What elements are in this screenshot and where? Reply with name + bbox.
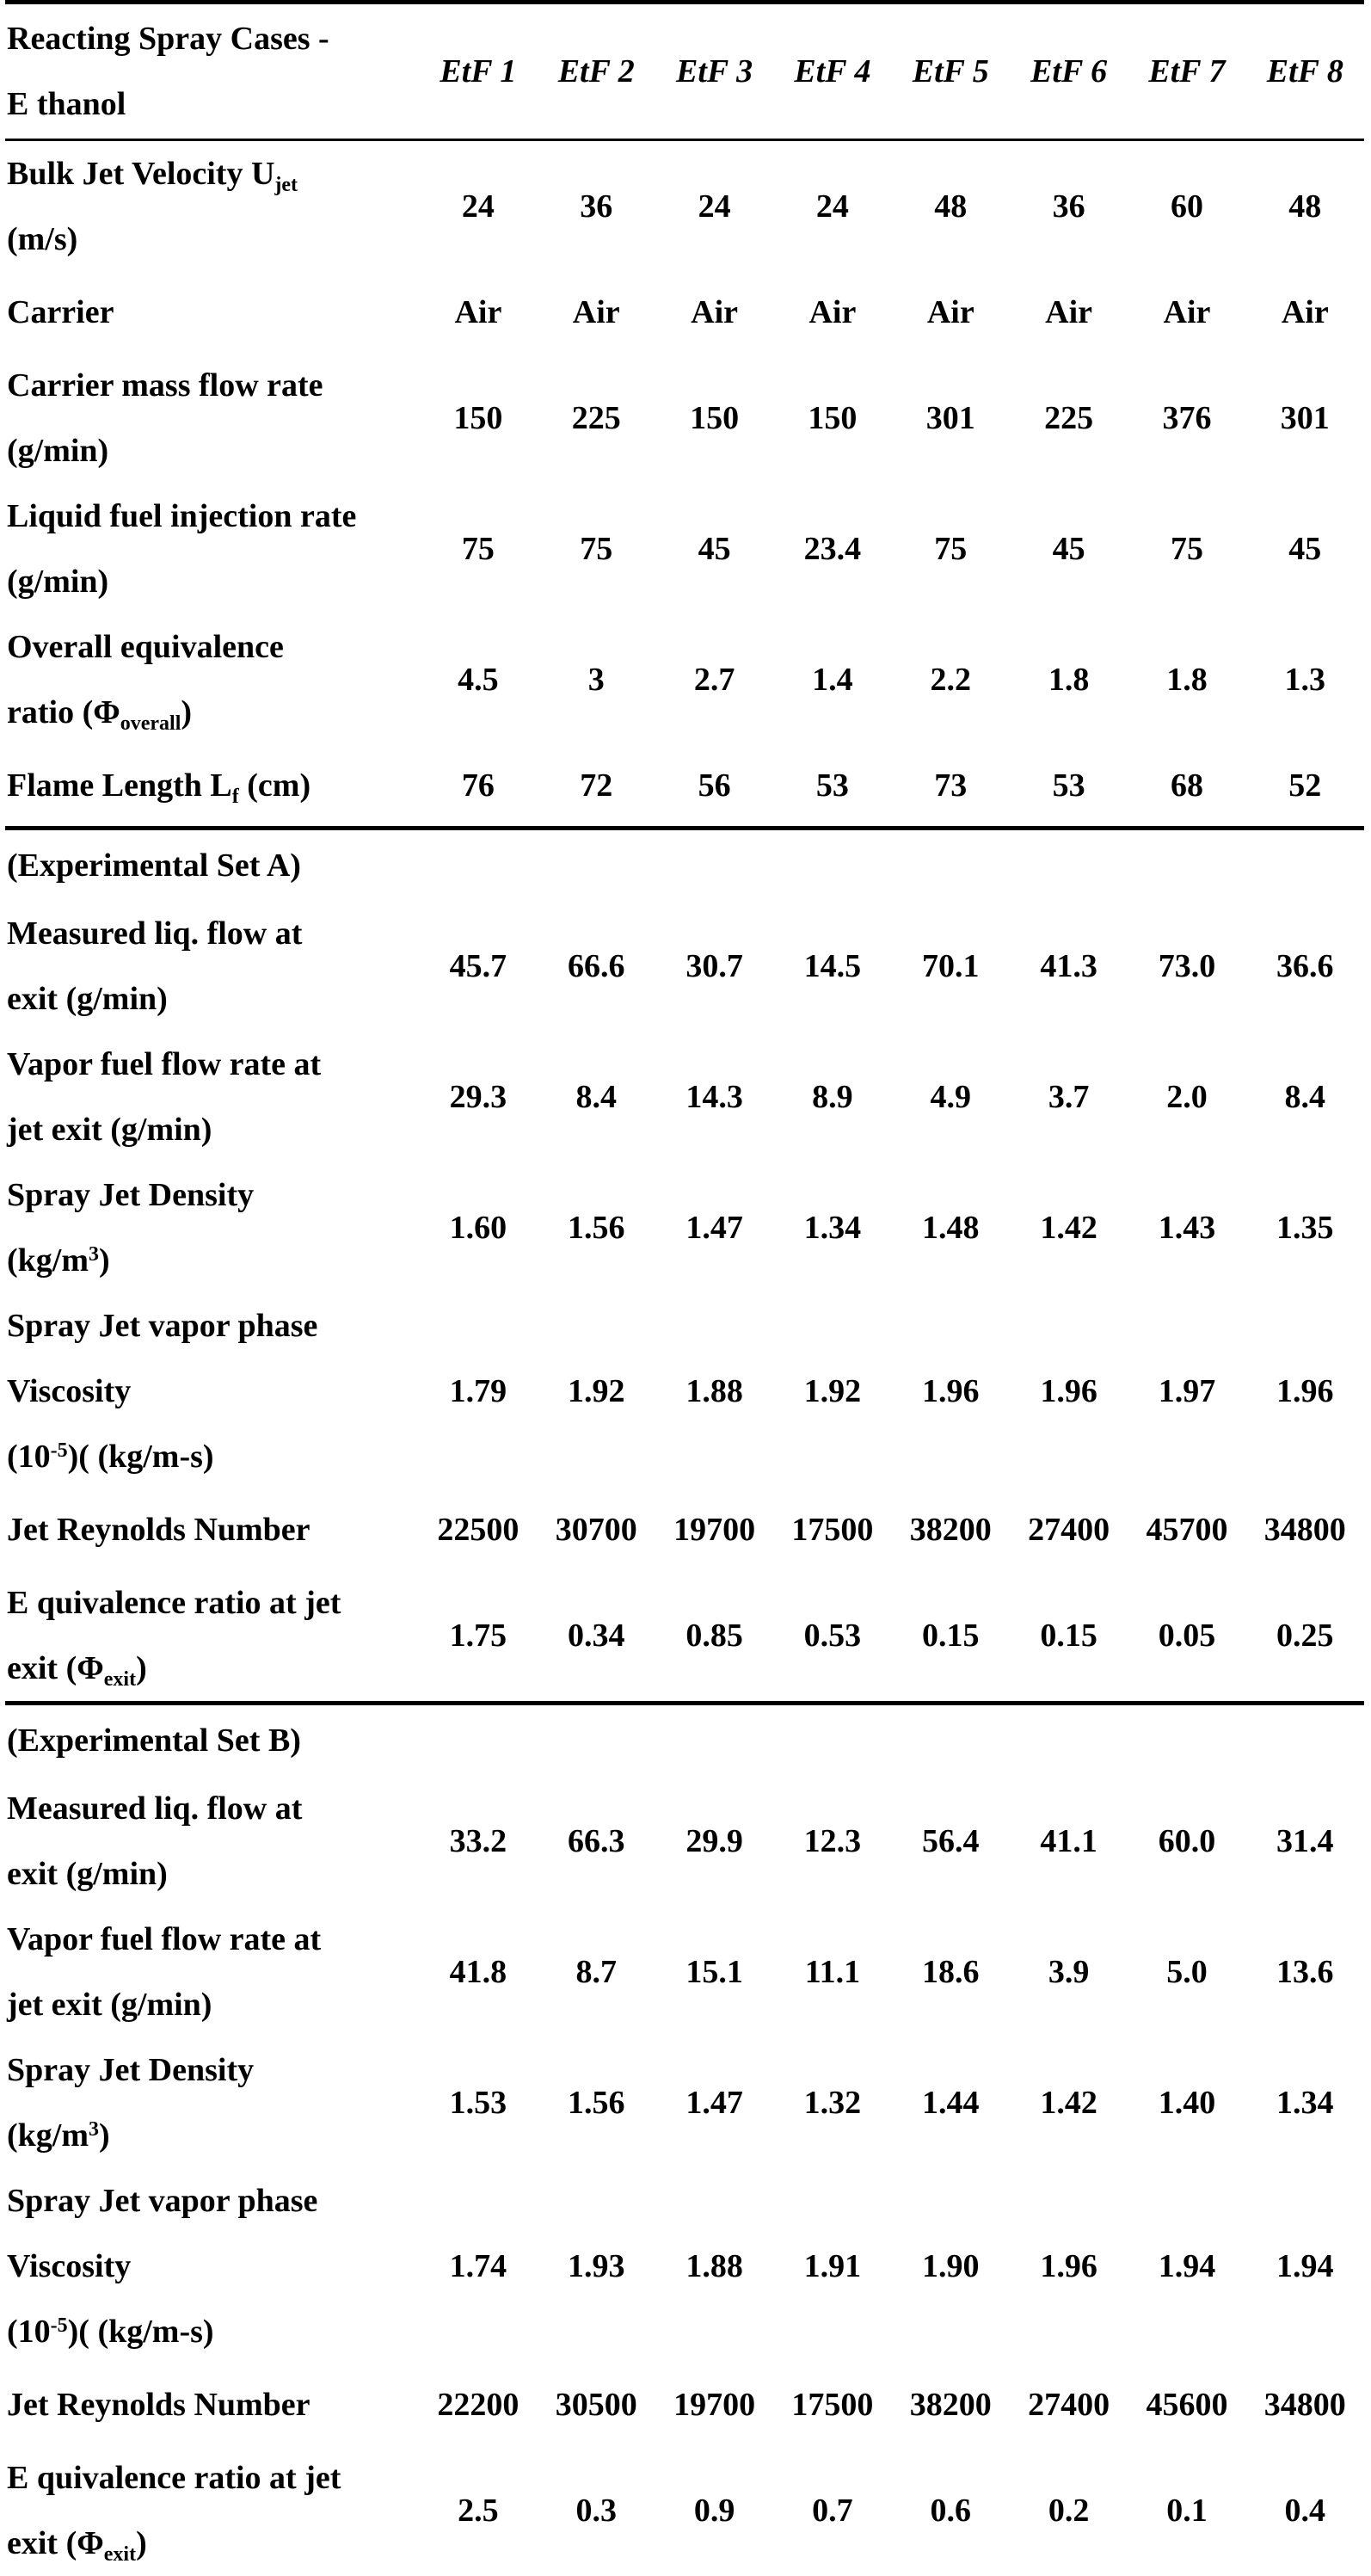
cell: 301: [1280, 400, 1330, 436]
cell: 1.97: [1158, 1373, 1216, 1409]
cell: 3: [587, 662, 605, 698]
cell: 45: [1288, 531, 1322, 567]
cell: 41.1: [1040, 1823, 1097, 1859]
cell: 3.9: [1048, 1954, 1090, 1990]
cell: 0.7: [812, 2493, 853, 2529]
row-label: [5, 745, 419, 829]
cell: 3.7: [1048, 1079, 1090, 1115]
cell: 1.4: [812, 662, 853, 698]
cell: 34800: [1263, 2387, 1346, 2423]
cell: 0.2: [1048, 2493, 1090, 2529]
cell: 48: [934, 188, 968, 225]
label-text: Overall equivalence: [7, 629, 284, 665]
cell: 33.2: [449, 1823, 507, 1859]
cell: 22200: [437, 2387, 520, 2423]
cell: 23.4: [803, 531, 862, 567]
case-header: EtF 1: [419, 3, 537, 140]
cell: 45: [698, 531, 731, 567]
cell: 27400: [1028, 1512, 1110, 1548]
cell: 72: [580, 767, 613, 804]
row-label: [5, 901, 419, 1032]
cell: 0.34: [567, 1618, 625, 1654]
cell: 41.3: [1040, 948, 1097, 984]
cell: 0.1: [1166, 2493, 1208, 2529]
row-label: [5, 1776, 419, 1907]
cell: 1.56: [567, 2085, 625, 2121]
label-text: (g/min): [7, 433, 109, 469]
set-b-heading-row: [5, 1704, 1364, 1777]
cell: 75: [461, 531, 495, 567]
row-label: [5, 1570, 419, 1704]
row-velocity: [5, 140, 1364, 273]
cell: 0.9: [693, 2493, 735, 2529]
label-text: Measured liq. flow at: [7, 1790, 303, 1827]
cell: 15.1: [686, 1954, 743, 1990]
label-text: Spray Jet vapor phase: [7, 1308, 318, 1344]
cell: 18.6: [922, 1954, 980, 1990]
cell: 45.7: [449, 948, 507, 984]
cell: 1.94: [1276, 2248, 1334, 2284]
cell: 8.9: [812, 1079, 853, 1115]
cell: 24: [815, 188, 849, 225]
cell: 30.7: [686, 948, 743, 984]
label-text: Measured liq. flow at: [7, 915, 303, 952]
cell: Air: [691, 294, 738, 330]
cell: 73: [934, 767, 968, 804]
cell: 17500: [791, 2387, 874, 2423]
cell: 73.0: [1158, 948, 1216, 984]
label-sup: 3: [89, 1243, 99, 1266]
label-text: (kg/m: [7, 1242, 89, 1279]
case-header: EtF 7: [1128, 3, 1245, 140]
cell: 2.7: [693, 662, 735, 698]
cell: 1.8: [1166, 662, 1208, 698]
cell: 22500: [437, 1512, 520, 1548]
row-label: Jet Reynolds Number: [7, 1512, 310, 1548]
cell: 1.48: [922, 1210, 980, 1246]
cell: 0.6: [930, 2493, 971, 2529]
label-text: Vapor fuel flow rate at: [7, 1921, 322, 1957]
cell: 2.2: [930, 662, 971, 698]
case-header: EtF 4: [773, 3, 891, 140]
label-sub: jet: [274, 174, 298, 196]
cell: 24: [461, 188, 495, 225]
cell: 0.3: [575, 2493, 617, 2529]
row-carrier-flow: [5, 353, 1364, 484]
cell: 36: [1052, 188, 1085, 225]
cell: 1.53: [449, 2085, 507, 2121]
cell: 1.93: [567, 2248, 625, 2284]
row-set-b-reynolds: [5, 2364, 1364, 2445]
cell: 52: [1288, 767, 1322, 804]
label-text: ): [99, 1242, 110, 1279]
label-text: (g/min): [7, 564, 109, 600]
row-label: [5, 2445, 419, 2576]
cell: 0.15: [922, 1618, 980, 1654]
row-label: [5, 2037, 419, 2168]
cell: 1.8: [1048, 662, 1090, 698]
cell: 0.25: [1276, 1618, 1334, 1654]
cell: 30500: [555, 2387, 637, 2423]
cell: 75: [580, 531, 613, 567]
cell: 1.42: [1040, 2085, 1097, 2121]
cell: Air: [1163, 294, 1211, 330]
cell: 1.91: [803, 2248, 862, 2284]
cell: Air: [926, 294, 974, 330]
cell: Air: [808, 294, 857, 330]
cell: 13.6: [1276, 1954, 1334, 1990]
case-header: EtF 6: [1010, 3, 1128, 140]
cell: 0.15: [1040, 1618, 1097, 1654]
row-set-a-reynolds: [5, 1489, 1364, 1570]
label-sub: f: [231, 786, 239, 808]
label-text: )( (kg/m-s): [67, 1439, 214, 1475]
cell: Air: [454, 294, 502, 330]
label-sup: -5: [50, 1439, 68, 1462]
label-text: (cm): [238, 767, 311, 804]
cell: 1.92: [567, 1373, 625, 1409]
cell: 38200: [909, 1512, 992, 1548]
cell: 0.4: [1284, 2493, 1326, 2529]
cell: 75: [934, 531, 968, 567]
case-header: EtF 2: [538, 3, 655, 140]
cell: 225: [571, 400, 621, 436]
row-label: [5, 614, 419, 745]
cell: 150: [690, 400, 740, 436]
cell: 75: [1170, 531, 1203, 567]
label-text: Spray Jet vapor phase: [7, 2183, 318, 2219]
label-text: Spray Jet Density: [7, 1177, 255, 1213]
cell: 1.88: [686, 1373, 743, 1409]
cell: Air: [1281, 294, 1329, 330]
cell: 1.88: [686, 2248, 743, 2284]
header-label-line2: E thanol: [7, 86, 126, 122]
cell: 27400: [1028, 2387, 1110, 2423]
label-text: (kg/m: [7, 2117, 89, 2154]
cell: 1.35: [1276, 1210, 1334, 1246]
cell: 1.32: [803, 2085, 862, 2121]
cell: 29.9: [686, 1823, 743, 1859]
spray-cases-table: [5, 0, 1364, 2576]
row-set-a-density: [5, 1162, 1364, 1293]
cell: 1.42: [1040, 1210, 1097, 1246]
label-text: ): [136, 2525, 147, 2561]
cell: 60: [1170, 188, 1203, 225]
cell: 301: [925, 400, 975, 436]
cell: 60.0: [1158, 1823, 1216, 1859]
cell: 0.05: [1158, 1618, 1216, 1654]
label-text: exit (Φ: [7, 2525, 104, 2561]
label-text: (m/s): [7, 221, 78, 257]
label-sub: exit: [103, 1668, 137, 1691]
cell: 1.96: [1040, 1373, 1097, 1409]
cell: 68: [1170, 767, 1203, 804]
cell: 56: [698, 767, 731, 804]
cell: 2.0: [1166, 1079, 1208, 1115]
cell: 8.7: [575, 1954, 617, 1990]
row-label: [5, 1907, 419, 2037]
label-text: )( (kg/m-s): [67, 2314, 214, 2350]
label-sub: exit: [103, 2543, 137, 2566]
row-set-a-vapor: [5, 1032, 1364, 1162]
case-header: EtF 5: [892, 3, 1010, 140]
cell: 1.96: [922, 1373, 980, 1409]
label-sup: -5: [50, 2314, 68, 2337]
cell: 11.1: [804, 1954, 861, 1990]
label-text: ): [181, 694, 193, 730]
cell: 19700: [673, 2387, 756, 2423]
set-a-title: (Experimental Set A): [5, 829, 1364, 902]
cell: 1.75: [449, 1618, 507, 1654]
cell: 376: [1162, 400, 1212, 436]
label-text: Carrier mass flow rate: [7, 367, 323, 404]
case-header: EtF 8: [1246, 3, 1364, 140]
header-label: [5, 3, 419, 140]
label-text: jet exit (g/min): [7, 1987, 212, 2023]
cell: 53: [815, 767, 849, 804]
label-text: ): [99, 2117, 110, 2154]
cell: 1.56: [567, 1210, 625, 1246]
cell: 45700: [1146, 1512, 1228, 1548]
label-text: exit (g/min): [7, 981, 168, 1017]
label-text: jet exit (g/min): [7, 1112, 212, 1148]
label-text: ratio (Φ: [7, 694, 120, 730]
label-text: E quivalence ratio at jet: [7, 2460, 341, 2496]
row-label: [5, 1293, 419, 1489]
row-overall-equivalence: [5, 614, 1364, 745]
cell: 19700: [673, 1512, 756, 1548]
cell: 1.90: [922, 2248, 980, 2284]
label-text: Bulk Jet Velocity U: [7, 156, 275, 192]
cell: 150: [453, 400, 503, 436]
label-text: Spray Jet Density: [7, 2052, 255, 2088]
label-text: exit (g/min): [7, 1856, 168, 1892]
row-flame-length: [5, 745, 1364, 829]
cell: 38200: [909, 2387, 992, 2423]
set-b-title: (Experimental Set B): [5, 1704, 1364, 1777]
cell: 1.47: [686, 1210, 743, 1246]
label-text: exit (Φ: [7, 1650, 104, 1686]
cell: 150: [808, 400, 858, 436]
cell: 45600: [1146, 2387, 1228, 2423]
cell: 1.92: [803, 1373, 862, 1409]
label-text: Flame Length L: [7, 767, 232, 804]
cell: 8.4: [575, 1079, 617, 1115]
case-header: EtF 3: [655, 3, 773, 140]
header-row: [5, 3, 1364, 140]
cell: 1.94: [1158, 2248, 1216, 2284]
cell: 66.6: [567, 948, 625, 984]
row-set-b-viscosity: [5, 2168, 1364, 2364]
cell: 1.79: [449, 1373, 507, 1409]
cell: 30700: [555, 1512, 637, 1548]
cell: 66.3: [567, 1823, 625, 1859]
row-label: [5, 484, 419, 614]
row-set-b-phi-exit: [5, 2445, 1364, 2576]
cell: 1.60: [449, 1210, 507, 1246]
header-label-line1: Reacting Spray Cases -: [7, 21, 329, 57]
label-sup: 3: [89, 2118, 99, 2141]
cell: Air: [1045, 294, 1093, 330]
cell: 76: [461, 767, 495, 804]
cell: 36.6: [1276, 948, 1334, 984]
cell: 1.44: [922, 2085, 980, 2121]
row-label: [5, 1162, 419, 1293]
cell: 17500: [791, 1512, 874, 1548]
cell: 1.96: [1276, 1373, 1334, 1409]
cell: 1.47: [686, 2085, 743, 2121]
cell: 1.34: [803, 1210, 862, 1246]
cell: 12.3: [803, 1823, 862, 1859]
label-text: Liquid fuel injection rate: [7, 498, 357, 534]
cell: 24: [698, 188, 731, 225]
cell: 1.40: [1158, 2085, 1216, 2121]
cell: 1.34: [1276, 2085, 1334, 2121]
row-label: [5, 1032, 419, 1162]
row-label: [5, 2168, 419, 2364]
cell: 70.1: [922, 948, 980, 984]
cell: 1.43: [1158, 1210, 1216, 1246]
cell: 48: [1288, 188, 1322, 225]
cell: 8.4: [1284, 1079, 1326, 1115]
cell: 45: [1052, 531, 1085, 567]
cell: 36: [580, 188, 613, 225]
row-label: Carrier: [7, 294, 114, 330]
cell: 41.8: [449, 1954, 507, 1990]
cell: 0.53: [803, 1618, 862, 1654]
row-set-a-phi-exit: [5, 1570, 1364, 1704]
cell: 53: [1052, 767, 1085, 804]
label-sub: overall: [120, 712, 181, 735]
cell: 56.4: [922, 1823, 980, 1859]
cell: 14.5: [803, 948, 862, 984]
label-text: Vapor fuel flow rate at: [7, 1046, 322, 1082]
row-carrier: [5, 272, 1364, 353]
label-text: (10: [7, 2314, 51, 2350]
label-text: Viscosity: [7, 1373, 132, 1409]
cell: 4.5: [458, 662, 499, 698]
label-text: Viscosity: [7, 2248, 132, 2284]
cell: 4.9: [930, 1079, 971, 1115]
cell: 31.4: [1276, 1823, 1334, 1859]
cell: 29.3: [449, 1079, 507, 1115]
label-text: (10: [7, 1439, 51, 1475]
row-set-a-measured: [5, 901, 1364, 1032]
cell: 1.3: [1284, 662, 1326, 698]
row-label: Jet Reynolds Number: [7, 2387, 310, 2423]
cell: 2.5: [458, 2493, 499, 2529]
label-text: ): [136, 1650, 147, 1686]
set-a-heading-row: [5, 829, 1364, 902]
row-liquid-rate: [5, 484, 1364, 614]
row-set-b-density: [5, 2037, 1364, 2168]
row-set-a-viscosity: [5, 1293, 1364, 1489]
label-text: E quivalence ratio at jet: [7, 1585, 341, 1621]
cell: 1.96: [1040, 2248, 1097, 2284]
row-set-b-vapor: [5, 1907, 1364, 2037]
row-set-b-measured: [5, 1776, 1364, 1907]
row-label: [5, 140, 419, 273]
cell: 34800: [1263, 1512, 1346, 1548]
cell: 0.85: [686, 1618, 743, 1654]
cell: 1.74: [449, 2248, 507, 2284]
row-label: [5, 353, 419, 484]
cell: 5.0: [1166, 1954, 1208, 1990]
cell: 225: [1044, 400, 1094, 436]
cell: 14.3: [686, 1079, 743, 1115]
cell: Air: [572, 294, 620, 330]
